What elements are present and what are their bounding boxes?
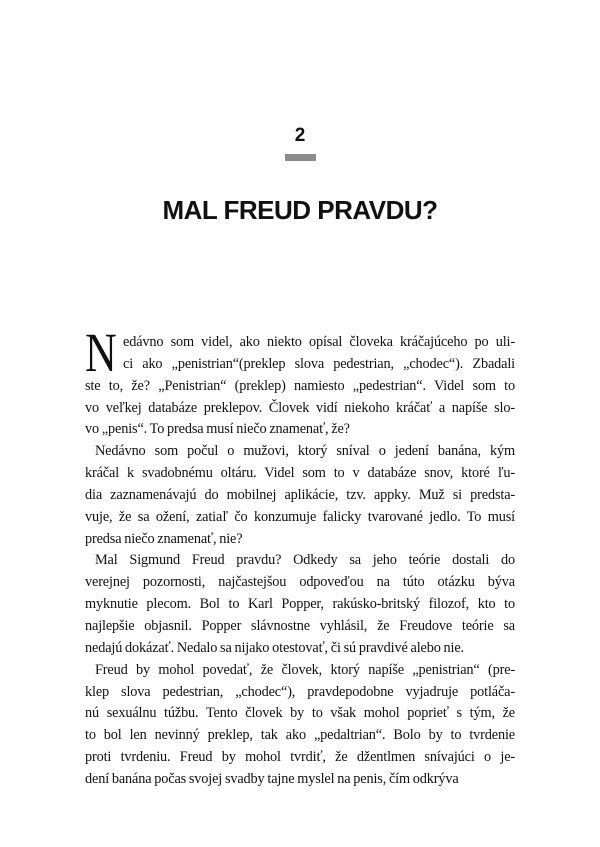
paragraph — [85, 550, 515, 659]
paragraph — [85, 332, 515, 441]
text-line: Nedávno som počul o mužovi, ktorý sníval o jedení banána, kým — [95, 443, 515, 460]
text-line: vo veľkej databáze preklepov. Človek vidí niekoho kráčať a napíše slo- — [85, 399, 515, 416]
text-line: vo „penis“. To predsa musí niečo znamenať, že? — [85, 421, 350, 438]
text-line: to bol len nevinný preklep, tak ako „pedaltrian“. Bolo by to tvrdenie — [85, 727, 515, 744]
text-line: najlepšie objasnil. Popper slávnostne vyhlásil, že Freudove teórie sa — [85, 617, 515, 634]
text-line: ste to, že? „Penistrian“ (preklep) namiesto „pedestrian“. Videl som to — [85, 377, 515, 394]
text-line: ci ako „penistrian“(preklep slova pedestrian, „chodec“). Zbadali — [123, 355, 515, 372]
chapter-header — [0, 0, 600, 223]
chapter-title: MAL FREUD PRAVDU? — [162, 195, 438, 225]
text-line: dia zaznamenávajú do mobilnej aplikácie, tzv. appky. Muž si predsta- — [85, 486, 515, 503]
text-line: kráčal k svadobnému oltáru. Videl som to v databáze snov, ktoré ľu- — [85, 465, 515, 482]
chapter-number: 2 — [294, 125, 306, 146]
body-text — [85, 332, 515, 791]
text-line: nú sexuálnu túžbu. Tento človek by to však mohol poprieť s tým, že — [85, 705, 515, 722]
chapter-rule-divider — [285, 154, 316, 161]
paragraph — [85, 441, 515, 550]
drop-cap: N — [85, 332, 117, 383]
text-line: vuje, že sa ožení, zatiaľ čo konzumuje falicky tvarované jedlo. To musí — [85, 508, 515, 525]
text-line: dení banána počas svojej svadby tajne myslel na penis, čím odkrýva — [85, 770, 459, 787]
text-line: verejnej pozornosti, najčastejšou odpoveďou na túto otázku býva — [85, 574, 515, 591]
text-line: klep slova pedestrian, „chodec“), pravdepodobne vyjadruje potláča- — [85, 683, 515, 700]
text-line-content: edávno som videl, ako niekto opísal človeka kráčajúceho po uli- — [123, 334, 515, 350]
text-line: nedajú dokázať. Nedalo sa nijako otestovať, či sú pravdivé alebo nie. — [85, 639, 464, 656]
paragraph — [85, 660, 515, 791]
text-line: predsa niečo znamenať, nie? — [85, 530, 243, 547]
text-line: myknutie plecom. Bol to Karl Popper, rakúsko-britský filozof, kto to — [85, 596, 515, 613]
text-line: Freud by mohol povedať, že človek, ktorý napíše „penistrian“ (pre- — [95, 661, 515, 678]
text-line: proti tvrdeniu. Freud by mohol tvrdiť, že džentlmen snívajúci o je- — [85, 749, 515, 766]
text-line: Mal Sigmund Freud pravdu? Odkedy sa jeho teórie dostali do — [95, 552, 515, 569]
